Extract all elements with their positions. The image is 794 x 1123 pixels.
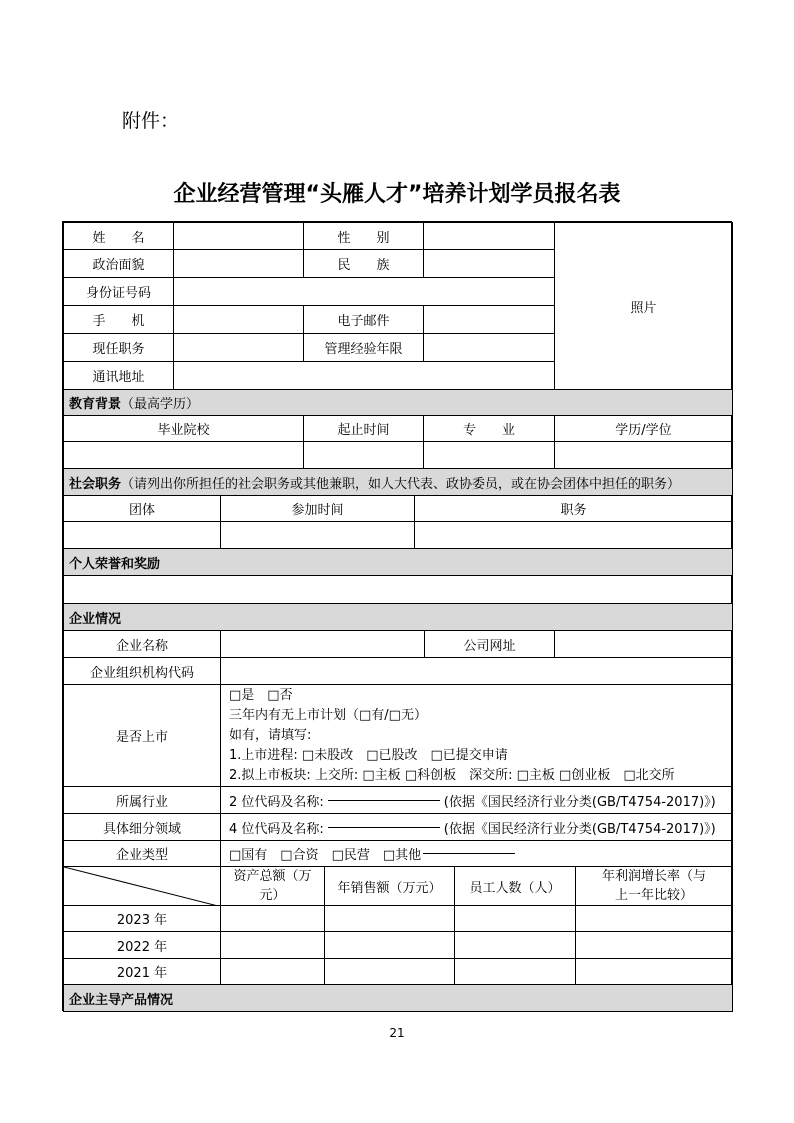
listed-line-4[interactable]: 1.上市进程: □未股改 □已股改 □已提交申请 bbox=[229, 747, 508, 763]
social-role-field[interactable] bbox=[414, 521, 733, 549]
education-header bbox=[63, 389, 733, 416]
company-type-other-blank[interactable] bbox=[423, 853, 515, 854]
fin-2023-employees[interactable] bbox=[454, 905, 576, 932]
gender-label: 性 别 bbox=[303, 222, 424, 250]
fin-corner-cell bbox=[63, 866, 221, 906]
fin-col-sales: 年销售额（万元） bbox=[324, 866, 455, 906]
fin-2022-employees[interactable] bbox=[454, 931, 576, 959]
politics-field[interactable] bbox=[173, 249, 304, 278]
listed-line-3: 如有，请填写: bbox=[229, 727, 312, 743]
gender-field[interactable] bbox=[423, 222, 555, 250]
honors-header bbox=[63, 548, 733, 576]
listed-line-5[interactable]: 2.拟上市板块: 上交所: □主板 □科创板 深交所: □主板 □创业板 □北交所 bbox=[229, 767, 675, 783]
diagonal-line bbox=[64, 867, 221, 906]
fin-col-profit-growth: 年利润增长率（与上一年比较） bbox=[575, 866, 733, 906]
form-title: 企业经营管理“头雁人才”培养计划学员报名表 bbox=[173, 182, 621, 207]
org-code-field[interactable] bbox=[220, 657, 733, 685]
photo-box[interactable]: 照片 bbox=[554, 222, 733, 390]
year-2022-label: 2022 年 bbox=[63, 931, 221, 959]
email-label: 电子邮件 bbox=[303, 305, 424, 334]
social-header-title: 社会职务 bbox=[69, 476, 122, 492]
fin-2022-assets[interactable] bbox=[220, 931, 325, 959]
edu-school-field[interactable] bbox=[63, 441, 304, 469]
social-col-time: 参加时间 bbox=[220, 495, 415, 522]
address-label: 通讯地址 bbox=[63, 361, 174, 390]
fin-2023-sales[interactable] bbox=[324, 905, 455, 932]
listed-options[interactable] bbox=[220, 684, 733, 787]
listed-line-2[interactable]: 三年内有无上市计划（□有/□无） bbox=[229, 707, 427, 723]
industry-blank[interactable] bbox=[328, 800, 440, 801]
products-header bbox=[63, 984, 733, 1012]
address-field[interactable] bbox=[173, 361, 555, 390]
fin-2023-profit-growth[interactable] bbox=[575, 905, 733, 932]
edu-col-period: 起止时间 bbox=[303, 415, 424, 442]
email-field[interactable] bbox=[423, 305, 555, 334]
phone-label: 手 机 bbox=[63, 305, 174, 334]
subfield-suffix: (依据《国民经济行业分类(GB/T4754-2017)》) bbox=[443, 821, 716, 837]
name-label: 姓 名 bbox=[63, 222, 174, 250]
subfield-label: 具体细分领域 bbox=[63, 813, 221, 841]
fin-2021-employees[interactable] bbox=[454, 958, 576, 985]
honors-field[interactable] bbox=[63, 575, 733, 604]
position-label: 现任职务 bbox=[63, 333, 174, 362]
registration-form bbox=[62, 221, 732, 1011]
fin-2023-assets[interactable] bbox=[220, 905, 325, 932]
mgmt-years-label: 管理经验年限 bbox=[303, 333, 424, 362]
attachment-label: 附件： bbox=[122, 110, 180, 132]
edu-col-school: 毕业院校 bbox=[63, 415, 304, 442]
org-code-label: 企业组织机构代码 bbox=[63, 657, 221, 685]
edu-col-degree: 学历/学位 bbox=[554, 415, 733, 442]
honors-header-title: 个人荣誉和奖励 bbox=[69, 556, 161, 572]
social-col-role: 职务 bbox=[414, 495, 733, 522]
industry-field[interactable] bbox=[220, 786, 733, 814]
company-header bbox=[63, 603, 733, 631]
fin-col-employees: 员工人数（人） bbox=[454, 866, 576, 906]
industry-prefix: 2 位代码及名称: bbox=[229, 794, 324, 810]
id-number-label: 身份证号码 bbox=[63, 277, 174, 306]
ethnicity-field[interactable] bbox=[423, 249, 555, 278]
name-field[interactable] bbox=[173, 222, 304, 250]
website-field[interactable] bbox=[554, 630, 733, 658]
page-number: 21 bbox=[389, 1026, 405, 1040]
company-type-field[interactable] bbox=[220, 840, 733, 867]
mgmt-years-field[interactable] bbox=[423, 333, 555, 362]
company-type-options[interactable]: □国有 □合资 □民营 □其他 bbox=[229, 848, 422, 863]
education-header-title: 教育背景 bbox=[69, 397, 122, 412]
industry-label: 所属行业 bbox=[63, 786, 221, 814]
listed-line-1[interactable]: □是 □否 bbox=[229, 687, 293, 703]
phone-field[interactable] bbox=[173, 305, 304, 334]
company-name-field[interactable] bbox=[220, 630, 425, 658]
industry-suffix: (依据《国民经济行业分类(GB/T4754-2017)》) bbox=[443, 794, 716, 810]
edu-period-field[interactable] bbox=[303, 441, 424, 469]
company-header-title: 企业情况 bbox=[69, 611, 122, 627]
fin-2021-profit-growth[interactable] bbox=[575, 958, 733, 985]
year-2021-label: 2021 年 bbox=[63, 958, 221, 985]
listed-label: 是否上市 bbox=[63, 684, 221, 787]
edu-col-major: 专 业 bbox=[423, 415, 555, 442]
edu-major-field[interactable] bbox=[423, 441, 555, 469]
subfield-blank[interactable] bbox=[328, 827, 440, 828]
year-2023-label: 2023 年 bbox=[63, 905, 221, 932]
subfield-field[interactable] bbox=[220, 813, 733, 841]
position-field[interactable] bbox=[173, 333, 304, 362]
fin-col-assets: 资产总额（万元） bbox=[220, 866, 325, 906]
ethnicity-label: 民 族 bbox=[303, 249, 424, 278]
edu-degree-field[interactable] bbox=[554, 441, 733, 469]
social-col-org: 团体 bbox=[63, 495, 221, 522]
fin-2021-sales[interactable] bbox=[324, 958, 455, 985]
education-header-note: （最高学历） bbox=[121, 397, 200, 412]
social-org-field[interactable] bbox=[63, 521, 221, 549]
fin-2022-sales[interactable] bbox=[324, 931, 455, 959]
politics-label: 政治面貌 bbox=[63, 249, 174, 278]
subfield-prefix: 4 位代码及名称: bbox=[229, 821, 324, 837]
company-name-label: 企业名称 bbox=[63, 630, 221, 658]
social-header-note: （请列出你所担任的社会职务或其他兼职，如人大代表、政协委员，或在协会团体中担任的职务） bbox=[121, 476, 681, 492]
fin-2021-assets[interactable] bbox=[220, 958, 325, 985]
company-type-label: 企业类型 bbox=[63, 840, 221, 867]
website-label: 公司网址 bbox=[424, 630, 555, 658]
social-header bbox=[63, 468, 733, 496]
products-header-title: 企业主导产品情况 bbox=[69, 992, 174, 1008]
id-number-field[interactable] bbox=[173, 277, 555, 306]
social-time-field[interactable] bbox=[220, 521, 415, 549]
fin-2022-profit-growth[interactable] bbox=[575, 931, 733, 959]
